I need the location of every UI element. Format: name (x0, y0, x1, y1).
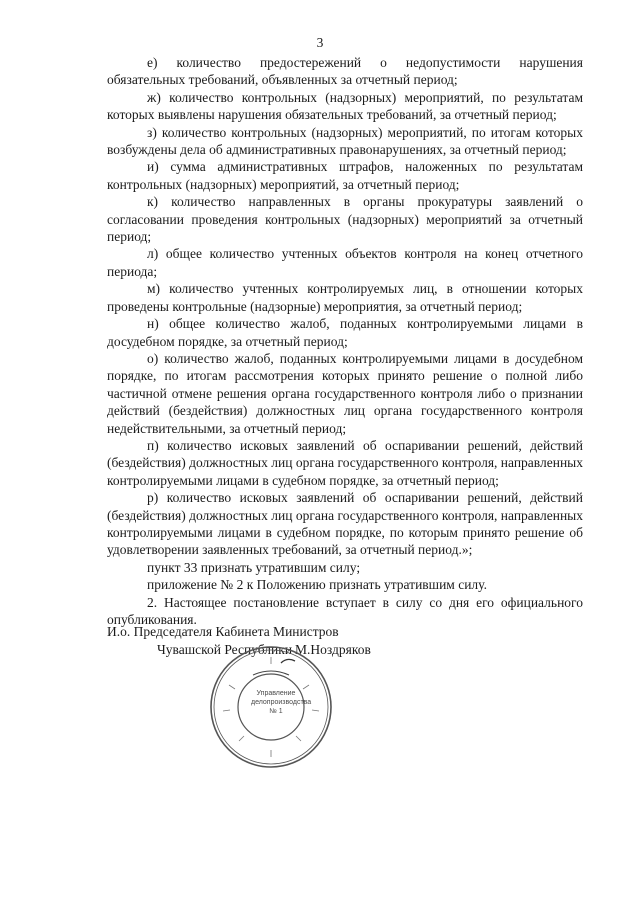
seal-text-line-2: делопроизводства (251, 699, 312, 706)
paragraph-l: л) общее количество учтенных объектов контроля на конец отчетного периода; (107, 246, 583, 279)
paragraph-o: о) количество жалоб, поданных контролируемыми лицами в досудебном порядке, по итогам рассмотрения которых принято решение о полной либо частичной отмене решения органа государственного контроля либо о признании действий (бездействия) должностных лиц органа государственного контроля недействительными, за отчетный период; (107, 350, 583, 436)
signature-republic: Чувашской Республики (157, 642, 293, 657)
seal-text (251, 689, 312, 716)
paragraph-zh: ж) количество контрольных (надзорных) мероприятий, по результатам которых выявлены нарушения обязательных требований, за отчетный период; (107, 89, 583, 123)
paragraph-n: н) общее количество жалоб, поданных контролируемыми лицами в досудебном порядке, за отчетный период; (107, 316, 583, 349)
seal-text-line-3: № 1 (269, 708, 283, 715)
paragraph-m: м) количество учтенных контролируемых лиц, в отношении которых проведены контрольные (надзорные) мероприятия, за отчетный период; (107, 281, 583, 314)
paragraph-k: к) количество направленных в органы прокуратуры заявлений о согласовании проведения контрольных (надзорных) мероприятий за отчетный период; (107, 194, 583, 245)
paragraph-e: е) количество предостережений о недопустимости нарушения обязательных требований, объявленных за отчетный период; (107, 55, 583, 88)
document-body (107, 54, 583, 628)
seal-text-line-1: Управление (256, 690, 296, 697)
paragraph-i: и) сумма административных штрафов, наложенных по результатам контрольных (надзорных) мероприятий, за отчетный период; (107, 159, 583, 192)
paragraph-p: п) количество исковых заявлений об оспаривании решений, действий (бездействия) должностных лиц органа государственного контроля, направленных контролируемыми лицами в судебном порядке, за отчетный период; (107, 437, 583, 488)
paragraph-r: р) количество исковых заявлений об оспаривании решений, действий (бездействия) должностных лиц органа государственного контроля, направленных контролируемыми лицами в судебном порядке, по которым принято решение об удовлетворении заявленных требований, за отчетный период.»; (107, 490, 583, 558)
paragraph-z: з) количество контрольных (надзорных) мероприятий, по итогам которых возбуждены дела об административных правонарушениях, за отчетный период; (107, 124, 583, 158)
signature-title: И.о. Председателя Кабинета Министров (107, 624, 339, 639)
signatory-name: М.Ноздряков (295, 642, 371, 657)
paragraph-effective-date: 2. Настоящее постановление вступает в силу со дня его официального опубликования. (107, 594, 583, 627)
paragraph-appendix-2: приложение № 2 к Положению признать утратившим силу. (147, 577, 487, 593)
signature-block (107, 623, 607, 659)
official-seal-stamp (209, 645, 333, 769)
paragraph-point-33: пункт 33 признать утратившим силу; (147, 559, 361, 575)
page-number: 3 (316, 35, 324, 50)
